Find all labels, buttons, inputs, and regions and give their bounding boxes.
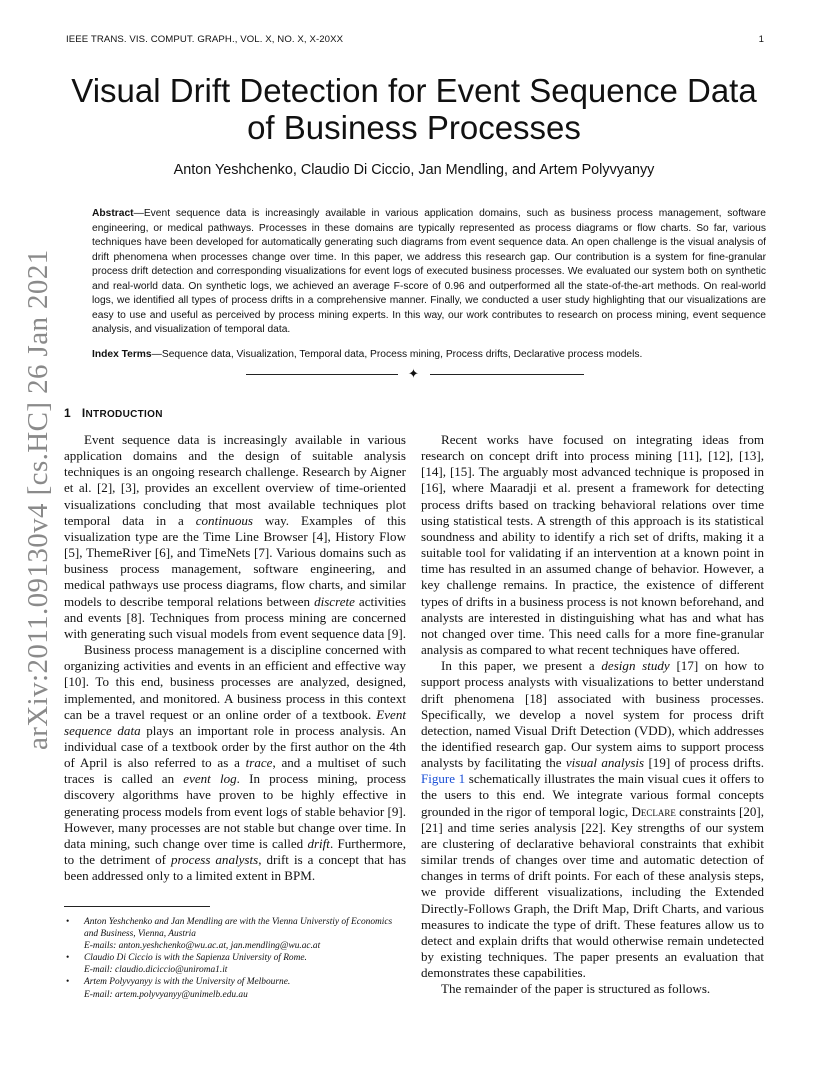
emphasis: drift	[307, 835, 330, 851]
footnotes	[66, 916, 408, 1001]
footnote-item	[66, 976, 408, 1000]
emphasis: event log	[183, 771, 237, 787]
abstract-text: —Event sequence data is increasingly available in various application domains, such as business process management, software engineering, or medical pathways. Processes in these domains are typically represented as process diagrams or flow charts. So far, various techniques have been developed for automatically generating such diagrams from event sequence data. An open challenge is the visual analysis of drift phenomena when processes change over time. In this paper, we address this research gap. Our contribution is a system for fine-granular process drift detection and corresponding visualizations for event logs of executed business processes. We evaluated our system both on synthetic and real-world data. On synthetic logs, we achieved an average F-score of 0.96 and outperformed all the state-of-the-art methods. On real-world logs, we identified all types of process drifts in a comprehensive manner. Finally, we conducted a user study highlighting that our visualizations are easy to use and useful as perceived by process mining experts. In this way, our work contributes to research on process mining, event sequence analysis, and visualization of temporal data.	[92, 208, 766, 335]
emphasis: process analysts	[171, 852, 259, 868]
index-terms-label: Index Terms	[92, 349, 152, 360]
paragraph	[421, 658, 764, 981]
right-column	[421, 432, 764, 997]
text-run: schematically illustrates the main visual cues it offers to the users to this end. We integrate various formal concepts grounded in the rigor of temporal logic,	[421, 771, 764, 819]
text-run: In this paper, we present a	[441, 658, 602, 674]
index-terms-text: —Sequence data, Visualization, Temporal data, Process mining, Process drifts, Declarative process models.	[151, 349, 643, 360]
paragraph	[64, 432, 406, 642]
text-run: , and a multiset of such traces is called an	[64, 755, 406, 787]
text-run: , drift is a concept that has been addressed only to a limited extent in BPM.	[64, 852, 407, 884]
footnote-rule	[64, 906, 210, 907]
paragraph: Recent works have focused on integrating ideas from research on concept drift into process mining [11], [12], [13], [14], [15]. The arguably most advanced technique is proposed in [16], where Maaradji et al. present a framework for detecting process drifts based on tracking behavioral relations over time using statistical tests. A strength of this approach is its statistical soundness and ability to identify a rich set of drifts, making it a suitable tool for validating if an intervention at a known point in time has resulted in an assumed change of behavior. However, a key challenge remains. In practice, the existence of different types of drifts in a business process is not known beforehand, and analysts are interested in distinguishing what has and what has not changed over time. This need calls for a more fine-granular analysis as compared to what recent techniques have offered.	[421, 432, 764, 658]
paragraph	[64, 642, 406, 884]
text-run: [17] on how to support process analysts with visualizations to better understand drift phenomena [18] associated with business processes. Specifically, we develop a novel system for process drift detection, named Visual Drift Detection (VDD), which addresses the identified research gap. Our system aims to support process analysts by facilitating the	[421, 658, 764, 771]
abstract	[92, 207, 766, 338]
figure-link[interactable]: Figure 1	[421, 771, 466, 787]
text-run: way. Examples of this visualization type are the Time Line Browser [4], History Flow [5], ThemeRiver [6], and TimeNets [7]. Various domains such as business process management, software engineering, and medical pathways use process diagrams, flow charts, and similar models to describe temporal relations between	[64, 512, 406, 609]
page-number: 1	[758, 34, 764, 45]
text-run: . Furthermore, to the detriment of	[64, 835, 406, 868]
footnote-item	[66, 916, 408, 952]
separator-rule-right	[430, 374, 584, 375]
emphasis: discrete	[314, 593, 355, 609]
left-column	[64, 432, 406, 884]
diamond-ornament-icon: ✦	[408, 366, 419, 381]
separator-rule-left	[246, 374, 398, 375]
section-heading	[64, 406, 163, 420]
emphasis: Event sequence data	[64, 706, 406, 738]
footnote-text: Claudio Di Ciccio is with the Sapienza University of Rome. E-mail: claudio.diciccio@uniroma1.it	[84, 953, 307, 976]
emphasis: trace	[245, 755, 273, 771]
emphasis: design study	[601, 658, 670, 674]
section-number: 1	[64, 406, 71, 420]
declare-term: Declare	[631, 803, 676, 819]
title-line-1: Visual Drift Detection for Event Sequence Data	[71, 72, 757, 109]
abstract-label: Abstract	[92, 208, 134, 219]
arxiv-id: arXiv:2011.09130v4 [cs.HC] 26 Jan 2021	[22, 249, 54, 750]
index-terms	[92, 348, 766, 362]
title-line-2: of Business Processes	[247, 109, 581, 146]
bullet-icon: •	[66, 917, 70, 927]
footnote-text: Anton Yeshchenko and Jan Mendling are with the Vienna Universtiy of Economics and Business, Vienna, Austria E-mails: anton.yeshchenko@wu.ac.at, jan.mendling@wu.ac.at	[84, 917, 393, 952]
section-title-initial: I	[81, 406, 86, 420]
author-list: Anton Yeshchenko, Claudio Di Ciccio, Jan Mendling, and Artem Polyvyanyy	[173, 162, 655, 178]
section-title-rest: NTRODUCTION	[85, 409, 163, 420]
text-run: plays an important role in process analysis. An individual case of a textbook order by the first author on the 4th of April is also referred to as a	[64, 722, 406, 771]
text-run: [19] of process drifts.	[644, 755, 764, 771]
paragraph: The remainder of the paper is structured as follows.	[441, 981, 711, 997]
text-run: constraints [20], [21] and time series analysis [22]. Key strengths of our system are clustering of declarative behavioral constraints that exhibit similar trends of changes over time and automatic detection of changes in terms of drift points. For each of these analysis steps, we provide different visualizations, including the Extended Directly-Follows Graph, the Drift Map, Drift Charts, and various measures to indicate the type of drift. These features allow us to detect and explain drifts that would otherwise remain undetected by existing techniques. The paper presents an evaluation that demonstrates these capabilities.	[421, 803, 764, 981]
paper-title	[0, 72, 828, 146]
text-run: Event sequence data is increasingly available in various application domains and the design of suitable analysis techniques is an ongoing research challenge. Research by Aigner et al. [2], [3], provides an excellent overview of time-oriented visualizations concluding that most available techniques plot temporal data in a	[64, 432, 406, 528]
running-header: IEEE TRANS. VIS. COMPUT. GRAPH., VOL. X, NO. X, X-20XX	[66, 34, 344, 45]
emphasis: visual analysis	[565, 755, 645, 771]
text-run: activities and events [8]. Techniques from process mining are concerned with generating such visual models from event sequence data [9].	[64, 593, 407, 641]
emphasis: continuous	[195, 512, 253, 528]
footnote-text: Artem Polyvyanyy is with the University of Melbourne. E-mail: artem.polyvyanyy@unimelb.edu.au	[84, 977, 291, 1000]
text-run: Business process management is a discipline concerned with organizing activities and events in an efficient and effective way [10]. To this end, business processes are analyzed, designed, implemented, and monitored. A business process in this context can be a travel request or an online order of a textbook.	[64, 642, 406, 722]
bullet-icon: •	[66, 953, 70, 964]
bullet-icon: •	[66, 977, 70, 988]
footnote-item	[66, 952, 408, 976]
text-run: . In process mining, process discovery algorithms have proven to be highly effective in generating process models from event logs of stable behavior [9]. However, many processes are not stable but change over time. In data mining, such change over time is called	[64, 771, 407, 851]
